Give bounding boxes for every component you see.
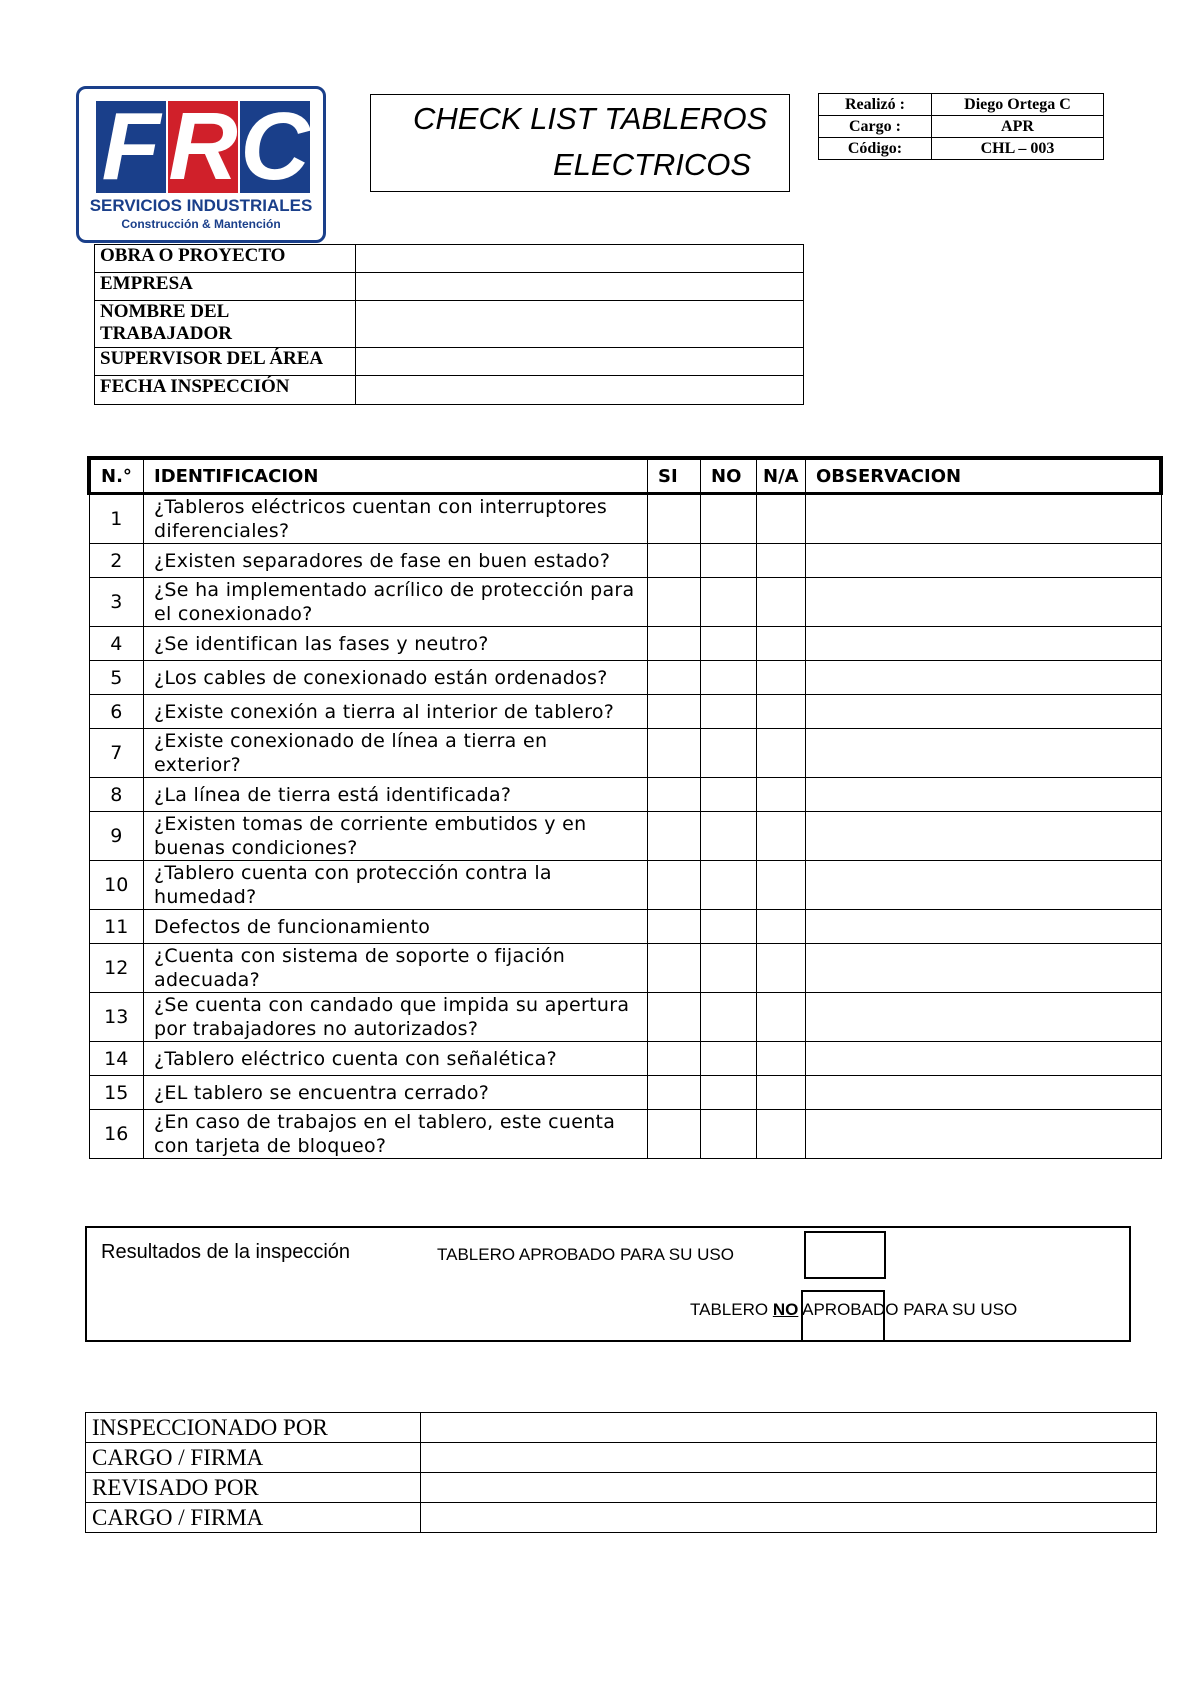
item-number: 3 — [89, 578, 144, 627]
observation-cell[interactable] — [806, 1110, 1162, 1159]
item-question: ¿Cuenta con sistema de soporte o fijación adecuada? — [144, 944, 648, 993]
col-header-si: SI — [648, 458, 701, 494]
inspection-results-box — [85, 1226, 1131, 1342]
checklist-header-row — [89, 458, 1161, 494]
answer-si-cell[interactable] — [648, 627, 701, 661]
answer-na-cell[interactable] — [757, 910, 806, 944]
signature-label: REVISADO POR — [86, 1473, 421, 1503]
observation-cell[interactable] — [806, 695, 1162, 729]
item-question: ¿Existen separadores de fase en buen estado? — [144, 544, 648, 578]
col-header-na: N/A — [757, 458, 806, 494]
item-question: ¿Tablero eléctrico cuenta con señalética? — [144, 1042, 648, 1076]
item-question: ¿En caso de trabajos en el tablero, este cuenta con tarjeta de bloqueo? — [144, 1110, 648, 1159]
item-number: 13 — [89, 993, 144, 1042]
document-title-box — [370, 94, 790, 192]
meta-row — [819, 116, 1104, 138]
answer-no-cell[interactable] — [701, 861, 757, 910]
answer-si-cell[interactable] — [648, 494, 701, 544]
signature-value-field[interactable] — [421, 1503, 1157, 1533]
answer-si-cell[interactable] — [648, 778, 701, 812]
not-approved-prefix: TABLERO — [690, 1300, 773, 1319]
item-question: ¿Tablero cuenta con protección contra la humedad? — [144, 861, 648, 910]
info-row — [95, 273, 804, 301]
answer-na-cell[interactable] — [757, 544, 806, 578]
answer-na-cell[interactable] — [757, 1076, 806, 1110]
checklist-row — [89, 729, 1161, 778]
col-header-number: N.° — [89, 458, 144, 494]
signature-row — [86, 1443, 1157, 1473]
answer-si-cell[interactable] — [648, 661, 701, 695]
info-label: FECHA INSPECCIÓN — [95, 376, 356, 405]
info-value-field[interactable] — [356, 273, 804, 301]
logo-letter-f: F — [96, 101, 166, 193]
col-header-no: NO — [701, 458, 757, 494]
checklist-row — [89, 861, 1161, 910]
item-question: ¿Se identifican las fases y neutro? — [144, 627, 648, 661]
observation-cell[interactable] — [806, 993, 1162, 1042]
answer-no-cell[interactable] — [701, 1110, 757, 1159]
info-row — [95, 301, 804, 348]
meta-label: Cargo : — [819, 116, 932, 138]
answer-si-cell[interactable] — [648, 993, 701, 1042]
observation-cell[interactable] — [806, 1076, 1162, 1110]
checklist-row — [89, 661, 1161, 695]
checklist-row — [89, 993, 1161, 1042]
answer-na-cell[interactable] — [757, 661, 806, 695]
not-approved-suffix: APROBADO PARA SU USO — [798, 1300, 1018, 1319]
observation-cell[interactable] — [806, 778, 1162, 812]
observation-cell[interactable] — [806, 661, 1162, 695]
signature-value-field[interactable] — [421, 1443, 1157, 1473]
checklist-table — [87, 456, 1163, 1159]
info-row — [95, 348, 804, 376]
answer-no-cell[interactable] — [701, 1076, 757, 1110]
checklist-row — [89, 494, 1161, 544]
answer-si-cell[interactable] — [648, 1110, 701, 1159]
item-question: ¿Se ha implementado acrílico de protección para el conexionado? — [144, 578, 648, 627]
checklist-row — [89, 1076, 1161, 1110]
info-row — [95, 245, 804, 273]
answer-na-cell[interactable] — [757, 1110, 806, 1159]
info-label: EMPRESA — [95, 273, 356, 301]
company-logo — [76, 86, 326, 243]
item-number: 14 — [89, 1042, 144, 1076]
info-row — [95, 376, 804, 405]
answer-na-cell[interactable] — [757, 578, 806, 627]
answer-si-cell[interactable] — [648, 861, 701, 910]
observation-cell[interactable] — [806, 861, 1162, 910]
answer-na-cell[interactable] — [757, 729, 806, 778]
answer-si-cell[interactable] — [648, 578, 701, 627]
answer-na-cell[interactable] — [757, 993, 806, 1042]
logo-letter-r: R — [168, 93, 238, 200]
item-number: 9 — [89, 812, 144, 861]
signature-value-field[interactable] — [421, 1413, 1157, 1443]
item-number: 2 — [89, 544, 144, 578]
answer-no-cell[interactable] — [701, 812, 757, 861]
answer-na-cell[interactable] — [757, 812, 806, 861]
approved-label: TABLERO APROBADO PARA SU USO — [437, 1245, 734, 1264]
answer-no-cell[interactable] — [701, 578, 757, 627]
checklist-row — [89, 1110, 1161, 1159]
observation-cell[interactable] — [806, 1042, 1162, 1076]
info-label: OBRA O PROYECTO — [95, 245, 356, 273]
item-number: 8 — [89, 778, 144, 812]
signature-label: CARGO / FIRMA — [86, 1503, 421, 1533]
checklist-row — [89, 695, 1161, 729]
item-question: ¿Existe conexión a tierra al interior de tablero? — [144, 695, 648, 729]
signature-table — [85, 1412, 1157, 1533]
meta-value: APR — [932, 116, 1104, 138]
project-info-table — [94, 244, 804, 405]
observation-cell[interactable] — [806, 544, 1162, 578]
document-title-line2: ELECTRICOS — [553, 147, 752, 182]
item-question: ¿Existen tomas de corriente embutidos y en buenas condiciones? — [144, 812, 648, 861]
results-label: Resultados de la inspección — [101, 1241, 351, 1263]
signature-label: INSPECCIONADO POR — [86, 1413, 421, 1443]
answer-no-cell[interactable] — [701, 544, 757, 578]
meta-label: Realizó : — [819, 94, 932, 116]
answer-si-cell[interactable] — [648, 695, 701, 729]
answer-si-cell[interactable] — [648, 729, 701, 778]
checklist-row — [89, 944, 1161, 993]
answer-no-cell[interactable] — [701, 910, 757, 944]
not-approved-no-word: NO — [772, 1300, 799, 1319]
item-number: 4 — [89, 627, 144, 661]
checklist-row — [89, 578, 1161, 627]
checklist-row — [89, 1042, 1161, 1076]
item-number: 16 — [89, 1110, 144, 1159]
logo-letter-c: C — [240, 93, 310, 200]
signature-row — [86, 1503, 1157, 1533]
meta-value: CHL – 003 — [932, 138, 1104, 160]
checklist-row — [89, 627, 1161, 661]
meta-row — [819, 138, 1104, 160]
checklist-row — [89, 544, 1161, 578]
meta-label: Código: — [819, 138, 932, 160]
answer-si-cell[interactable] — [648, 812, 701, 861]
item-question: ¿Los cables de conexionado están ordenados? — [144, 661, 648, 695]
item-question: ¿EL tablero se encuentra cerrado? — [144, 1076, 648, 1110]
info-value-field[interactable] — [356, 245, 804, 273]
answer-na-cell[interactable] — [757, 627, 806, 661]
signature-row — [86, 1413, 1157, 1443]
answer-no-cell[interactable] — [701, 695, 757, 729]
item-number: 11 — [89, 910, 144, 944]
answer-si-cell[interactable] — [648, 1076, 701, 1110]
approved-checkbox[interactable] — [804, 1231, 886, 1279]
observation-cell[interactable] — [806, 944, 1162, 993]
observation-cell[interactable] — [806, 494, 1162, 544]
observation-cell[interactable] — [806, 910, 1162, 944]
answer-no-cell[interactable] — [701, 993, 757, 1042]
observation-cell[interactable] — [806, 812, 1162, 861]
info-value-field[interactable] — [356, 301, 804, 348]
document-meta-table — [818, 93, 1104, 160]
item-number: 6 — [89, 695, 144, 729]
answer-na-cell[interactable] — [757, 695, 806, 729]
item-question: ¿La línea de tierra está identificada? — [144, 778, 648, 812]
info-label: NOMBRE DEL TRABAJADOR — [95, 301, 356, 348]
item-question: ¿Se cuenta con candado que impida su apertura por trabajadores no autorizados? — [144, 993, 648, 1042]
item-number: 1 — [89, 494, 144, 544]
info-value-field[interactable] — [356, 376, 804, 405]
item-number: 5 — [89, 661, 144, 695]
signature-row — [86, 1473, 1157, 1503]
logo-subtitle: SERVICIOS INDUSTRIALES — [89, 196, 313, 215]
answer-si-cell[interactable] — [648, 544, 701, 578]
item-number: 10 — [89, 861, 144, 910]
answer-no-cell[interactable] — [701, 494, 757, 544]
answer-si-cell[interactable] — [648, 944, 701, 993]
answer-no-cell[interactable] — [701, 778, 757, 812]
col-header-identification: IDENTIFICACION — [144, 458, 648, 494]
answer-no-cell[interactable] — [701, 661, 757, 695]
checklist-row — [89, 778, 1161, 812]
answer-na-cell[interactable] — [757, 494, 806, 544]
item-number: 7 — [89, 729, 144, 778]
item-question: ¿Tableros eléctricos cuentan con interruptores diferenciales? — [144, 494, 648, 544]
item-number: 12 — [89, 944, 144, 993]
observation-cell[interactable] — [806, 729, 1162, 778]
signature-value-field[interactable] — [421, 1473, 1157, 1503]
answer-na-cell[interactable] — [757, 1042, 806, 1076]
observation-cell[interactable] — [806, 627, 1162, 661]
answer-si-cell[interactable] — [648, 1042, 701, 1076]
answer-no-cell[interactable] — [701, 729, 757, 778]
info-label: SUPERVISOR DEL ÁREA — [95, 348, 356, 376]
answer-no-cell[interactable] — [701, 944, 757, 993]
document-title-line1: CHECK LIST TABLEROS — [413, 101, 768, 136]
col-header-observation: OBSERVACION — [806, 458, 1162, 494]
not-approved-checkbox[interactable] — [801, 1290, 885, 1342]
answer-na-cell[interactable] — [757, 778, 806, 812]
meta-row — [819, 94, 1104, 116]
answer-no-cell[interactable] — [701, 1042, 757, 1076]
answer-no-cell[interactable] — [701, 627, 757, 661]
answer-na-cell[interactable] — [757, 861, 806, 910]
info-value-field[interactable] — [356, 348, 804, 376]
item-question: Defectos de funcionamiento — [144, 910, 648, 944]
checklist-row — [89, 812, 1161, 861]
meta-value: Diego Ortega C — [932, 94, 1104, 116]
item-number: 15 — [89, 1076, 144, 1110]
answer-si-cell[interactable] — [648, 910, 701, 944]
answer-na-cell[interactable] — [757, 944, 806, 993]
item-question: ¿Existe conexionado de línea a tierra en exterior? — [144, 729, 648, 778]
checklist-row — [89, 910, 1161, 944]
logo-tagline: Construcción & Mantención — [121, 217, 281, 231]
observation-cell[interactable] — [806, 578, 1162, 627]
signature-label: CARGO / FIRMA — [86, 1443, 421, 1473]
